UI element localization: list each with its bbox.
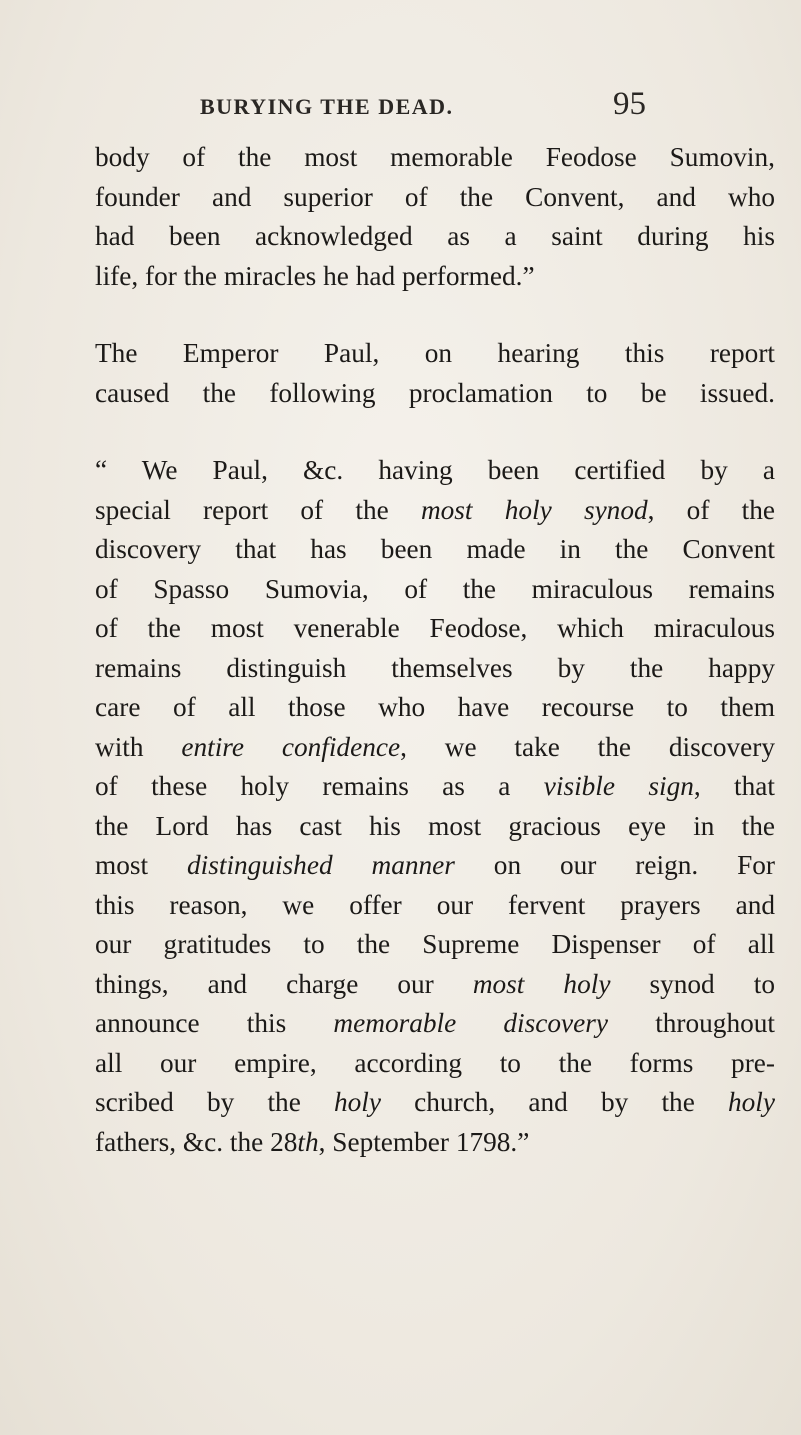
text-line: all our empire, according to the forms pre- <box>95 1047 775 1078</box>
paragraph <box>95 334 775 413</box>
text-line: remains distinguish themselves by the happy <box>95 652 775 683</box>
text-line: caused the following proclamation to be issued. <box>95 377 775 408</box>
text-line: care of all those who have recourse to them <box>95 692 775 722</box>
italic-phrase: holy <box>727 1087 775 1117</box>
italic-phrase: most holy synod <box>420 494 648 525</box>
italic-phrase: memorable discovery <box>333 1008 608 1038</box>
text-line: fathers, &c. the 28th, September 1798.” <box>95 1126 530 1157</box>
text-line: The Emperor Paul, on hearing this report <box>95 338 775 368</box>
body-text <box>95 138 775 1162</box>
text-line: most distinguished manner on our reign. For <box>95 850 776 880</box>
text-line: of these holy remains as a visible sign, that <box>95 771 775 801</box>
text-line: founder and superior of the Convent, and who <box>95 181 775 212</box>
text-line: announce this memorable discovery throughout <box>95 1008 775 1038</box>
text-line: of Spasso Sumovia, of the miraculous remains <box>95 573 775 604</box>
italic-phrase: th <box>297 1126 319 1157</box>
italic-phrase: distinguished manner <box>187 850 455 880</box>
text-line: things, and charge our most holy synod to <box>95 968 775 999</box>
text-line: “ We Paul, &c. having been certified by a <box>95 455 775 485</box>
proclamation-paragraph <box>95 451 775 1162</box>
text-line: had been acknowledged as a saint during his <box>95 221 775 251</box>
text-line: discovery that has been made in the Convent <box>95 534 775 564</box>
text-line: our gratitudes to the Supreme Dispenser of all <box>95 929 775 959</box>
text-line: life, for the miracles he had performed.” <box>95 260 535 291</box>
italic-phrase: visible sign <box>543 771 694 801</box>
text-line: special report of the most holy synod, of the <box>95 494 775 525</box>
text-line: the Lord has cast his most gracious eye in the <box>95 810 775 841</box>
text-line: this reason, we offer our fervent prayers and <box>95 889 775 920</box>
text-line: of the most venerable Feodose, which miraculous <box>95 613 775 643</box>
text-line: body of the most memorable Feodose Sumovin, <box>95 142 775 172</box>
italic-phrase: most holy <box>472 968 611 999</box>
italic-phrase: entire confidence <box>181 731 401 762</box>
running-head: BURYING THE DEAD. <box>200 94 454 119</box>
text-line: scribed by the holy church, and by the holy <box>95 1087 775 1117</box>
text-line: with entire confidence, we take the discovery <box>95 731 775 762</box>
italic-phrase: holy <box>333 1087 381 1117</box>
page-header <box>0 86 801 132</box>
page-number: 95 <box>613 86 646 122</box>
paragraph <box>95 138 775 296</box>
